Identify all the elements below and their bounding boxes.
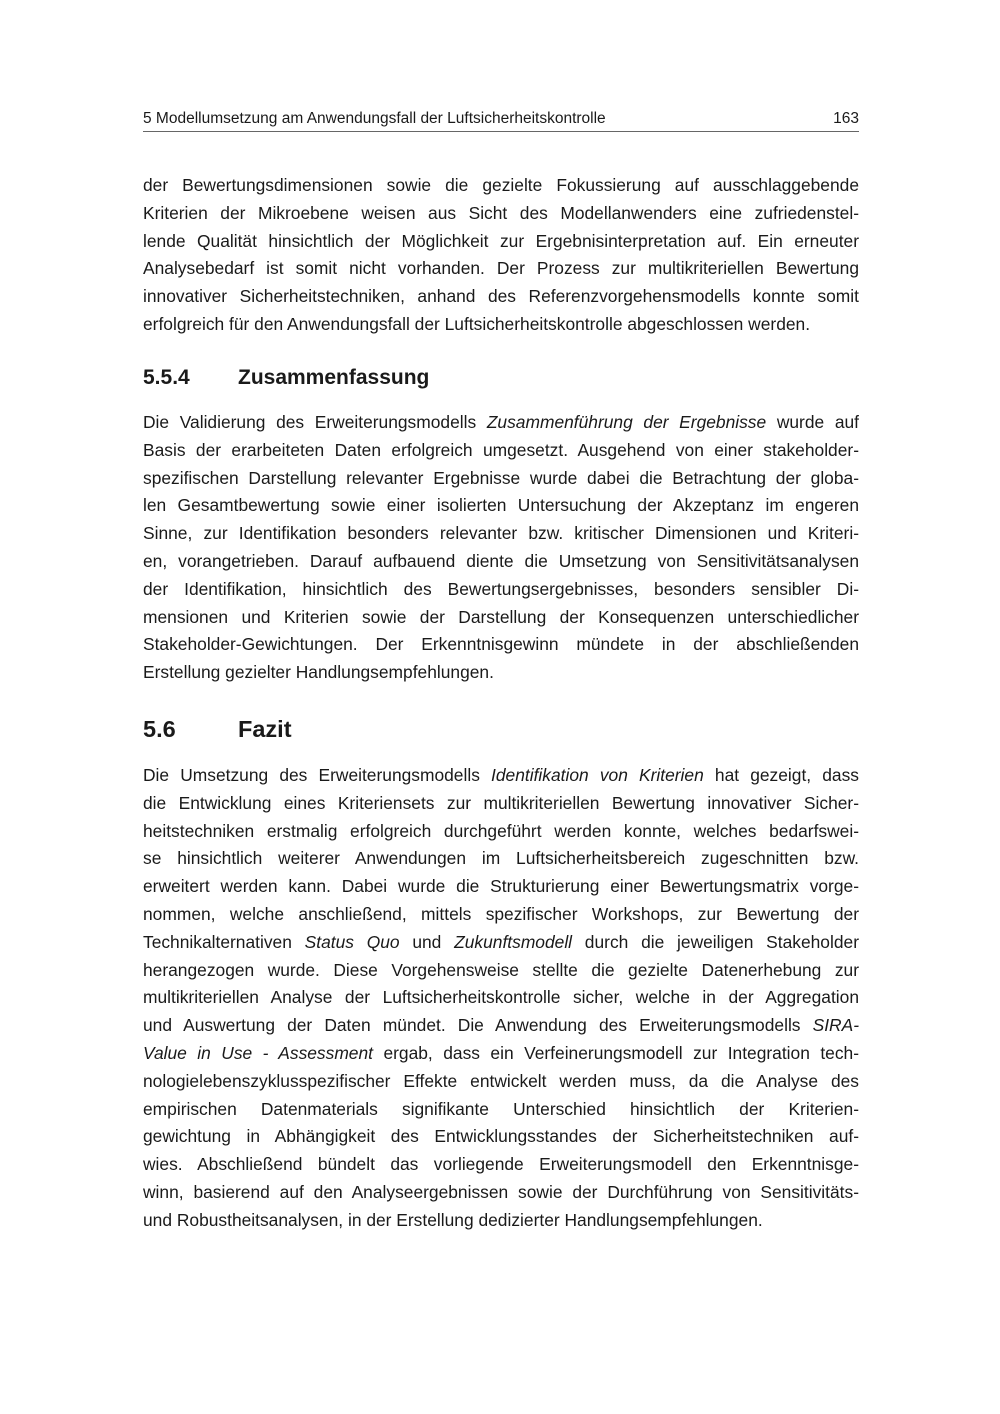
emphasis-text: SIRA- [812, 1015, 859, 1036]
text-line [143, 1012, 859, 1040]
text-line [143, 409, 859, 437]
text-line: die Entwicklung eines Kriteriensets zur multikriteriellen Bewertung innovativer Sicher- [143, 792, 859, 813]
section-heading-5-5-4 [143, 366, 429, 390]
text-line: len Gesamtbewertung sowie einer isolierten Untersuchung der Akzeptanz im engeren [143, 495, 859, 516]
emphasis-text: Zukunftsmodell [454, 931, 573, 952]
text-line: se hinsichtlich weiterer Anwendungen im Luftsicherheitsbereich zugeschnitten bzw. [143, 848, 859, 869]
text-line: der Bewertungsdimensionen sowie die gezielte Fokussierung auf ausschlaggebende [143, 175, 859, 195]
emphasis-text: Status Quo [304, 931, 400, 952]
text-line [143, 762, 859, 790]
text-line: erfolgreich für den Anwendungsfall der Luftsicherheitskontrolle abgeschlossen werden. [143, 313, 811, 334]
section-number: 5.6 [143, 716, 176, 742]
text-line: erweitert werden kann. Dabei wurde die Strukturierung einer Bewertungsmatrix vorge- [143, 876, 859, 897]
text-line: Kriterien der Mikroebene weisen aus Sicht des Modellanwenders eine zufriedenstel- [143, 202, 859, 223]
emphasis-text: Zusammenführung der Ergebnisse [486, 412, 767, 432]
text-line: nologielebenszyklusspezifischer Effekte entwickelt werden muss, da die Analyse des [143, 1070, 859, 1091]
text-line: empirischen Datenmaterials signifikante Unterschied hinsichtlich der Kriterien- [143, 1098, 859, 1119]
text-line: der Identifikation, hinsichtlich des Bewertungsergebnisses, besonders sensibler Di- [143, 578, 859, 599]
text-line: en, vorangetrieben. Darauf aufbauend diente die Umsetzung von Sensitivitätsanalysen [143, 550, 859, 571]
text-line: herangezogen wurde. Diese Vorgehensweise stellte die gezielte Datenerhebung zur [143, 959, 859, 980]
text-line: heitstechniken erstmalig erfolgreich durchgeführt werden konnte, welches bedarfswei- [143, 820, 859, 841]
section-heading-5-6 [143, 716, 292, 743]
text-line: Erstellung gezielter Handlungsempfehlungen. [143, 662, 494, 683]
emphasis-text: Identifikation von Kriterien [491, 765, 704, 785]
text-line: wies. Abschließend bündelt das vorliegende Erweiterungsmodell den Erkenntnisge- [143, 1154, 859, 1175]
text-line: gewichtung in Abhängigkeit des Entwicklungsstandes der Sicherheitstechniken auf- [143, 1126, 859, 1147]
text-run: hat gezeigt, dass [703, 765, 859, 785]
paragraph-zusammenfassung [143, 409, 859, 687]
text-line: spezifischen Darstellung relevanter Ergebnisse wurde dabei die Betrachtung der globa- [143, 467, 859, 488]
text-line: und Robustheitsanalysen, in der Erstellung dedizierter Handlungsempfehlungen. [143, 1209, 763, 1230]
text-run: und [399, 931, 455, 952]
text-line: innovativer Sicherheitstechniken, anhand des Referenzvorgehensmodells konnte somit [143, 286, 859, 307]
text-run: ergab, dass ein Verfeinerungsmodell zur Integration tech- [373, 1042, 860, 1063]
paragraph-fazit [143, 762, 859, 1235]
text-run: Die Umsetzung des Erweiterungsmodells [143, 765, 492, 785]
text-line: winn, basierend auf den Analyseergebnissen sowie der Durchführung von Sensitivitäts- [143, 1181, 859, 1202]
header-title: 5 Modellumsetzung am Anwendungsfall der Luftsicherheitskontrolle [143, 110, 606, 127]
text-run: durch die jeweiligen Stakeholder [572, 931, 859, 952]
text-line [143, 1040, 859, 1068]
text-line: nommen, welche anschließend, mittels spezifischer Workshops, zur Bewertung der [143, 903, 859, 924]
text-run: und Auswertung der Daten mündet. Die Anwendung des Erweiterungsmodells [143, 1015, 813, 1036]
emphasis-text: Value in Use - Assessment [143, 1042, 373, 1063]
page-number: 163 [833, 110, 859, 127]
paragraph-intro [143, 172, 859, 339]
section-title: Zusammenfassung [238, 366, 430, 389]
section-title: Fazit [238, 716, 292, 742]
text-line: multikriteriellen Analyse der Luftsicherheitskontrolle sicher, welche in der Aggregation [143, 987, 859, 1008]
text-run: Die Validierung des Erweiterungsmodells [143, 412, 487, 432]
section-number: 5.5.4 [143, 366, 190, 389]
text-run: wurde auf [766, 412, 859, 432]
text-line: Basis der erarbeiteten Daten erfolgreich umgesetzt. Ausgehend von einer stakeholder- [143, 439, 859, 460]
text-run: Technikalternativen [143, 931, 305, 952]
text-line: mensionen und Kriterien sowie der Darstellung der Konsequenzen unterschiedlicher [143, 606, 859, 627]
text-line: Sinne, zur Identifikation besonders relevanter bzw. kritischer Dimensionen und Kriteri- [143, 523, 859, 544]
text-line: Analysebedarf ist somit nicht vorhanden. Der Prozess zur multikriteriellen Bewertung [143, 258, 859, 279]
running-header [143, 109, 859, 132]
text-line: lende Qualität hinsichtlich der Möglichkeit zur Ergebnisinterpretation auf. Ein erneuter [143, 230, 859, 251]
text-line [143, 929, 859, 957]
text-line: Stakeholder-Gewichtungen. Der Erkenntnisgewinn mündete in der abschließenden [143, 634, 859, 655]
